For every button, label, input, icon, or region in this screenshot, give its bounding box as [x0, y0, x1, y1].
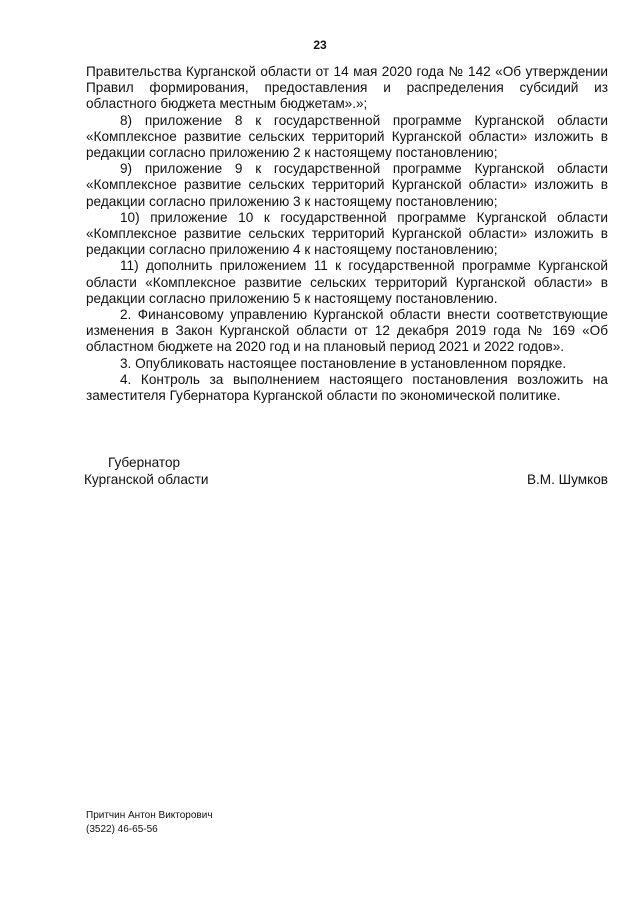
paragraph-clause-2: 2. Финансовому управлению Курганской области внести соответствующие изменения в Закон Курганской области от 12 декабря 2019 года № 169 «Об областном бюджете на 2020 год и на плановый период 2021 и 2022 годов». — [86, 307, 608, 355]
executor-phone: (3522) 46-65-56 — [86, 824, 158, 835]
page-number: 23 — [313, 38, 327, 52]
signature-title: Губернатор — [108, 455, 181, 470]
paragraph-item-9: 9) приложение 9 к государственной программе Курганской области «Комплексное развитие сельских территорий Курганской области» изложить в редакции согласно приложению 3 к настоящему постановлению; — [86, 161, 608, 209]
signature-organization: Курганской области — [84, 472, 209, 487]
executor-name: Притчин Антон Викторович — [86, 810, 213, 821]
paragraph-continuation: Правительства Курганской области от 14 мая 2020 года № 142 «Об утверждении Правил формирования, предоставления и распределения субсидий из областного бюджета местным бюджетам».»; — [86, 64, 608, 112]
document-body — [86, 64, 608, 404]
paragraph-clause-3: 3. Опубликовать настоящее постановление в установленном порядке. — [120, 355, 567, 371]
paragraph-item-10: 10) приложение 10 к государственной программе Курганской области «Комплексное развитие сельских территорий Курганской области» изложить в редакции согласно приложению 4 к настоящему постановлению; — [86, 209, 608, 258]
paragraph-clause-4: 4. Контроль за выполнением настоящего постановления возложить на заместителя Губернатора Курганской области по экономической политике. — [86, 371, 608, 404]
signature-name: В.М. Шумков — [526, 472, 608, 487]
paragraph-item-11: 11) дополнить приложением 11 к государственной программе Курганской области «Комплексное развитие сельских территорий Курганской области» в редакции согласно приложению 5 к настоящему постановлению. — [86, 258, 608, 306]
paragraph-item-8: 8) приложение 8 к государственной программе Курганской области «Комплексное развитие сельских территорий Курганской области» изложить в редакции согласно приложению 2 к настоящему постановлению; — [86, 112, 608, 161]
